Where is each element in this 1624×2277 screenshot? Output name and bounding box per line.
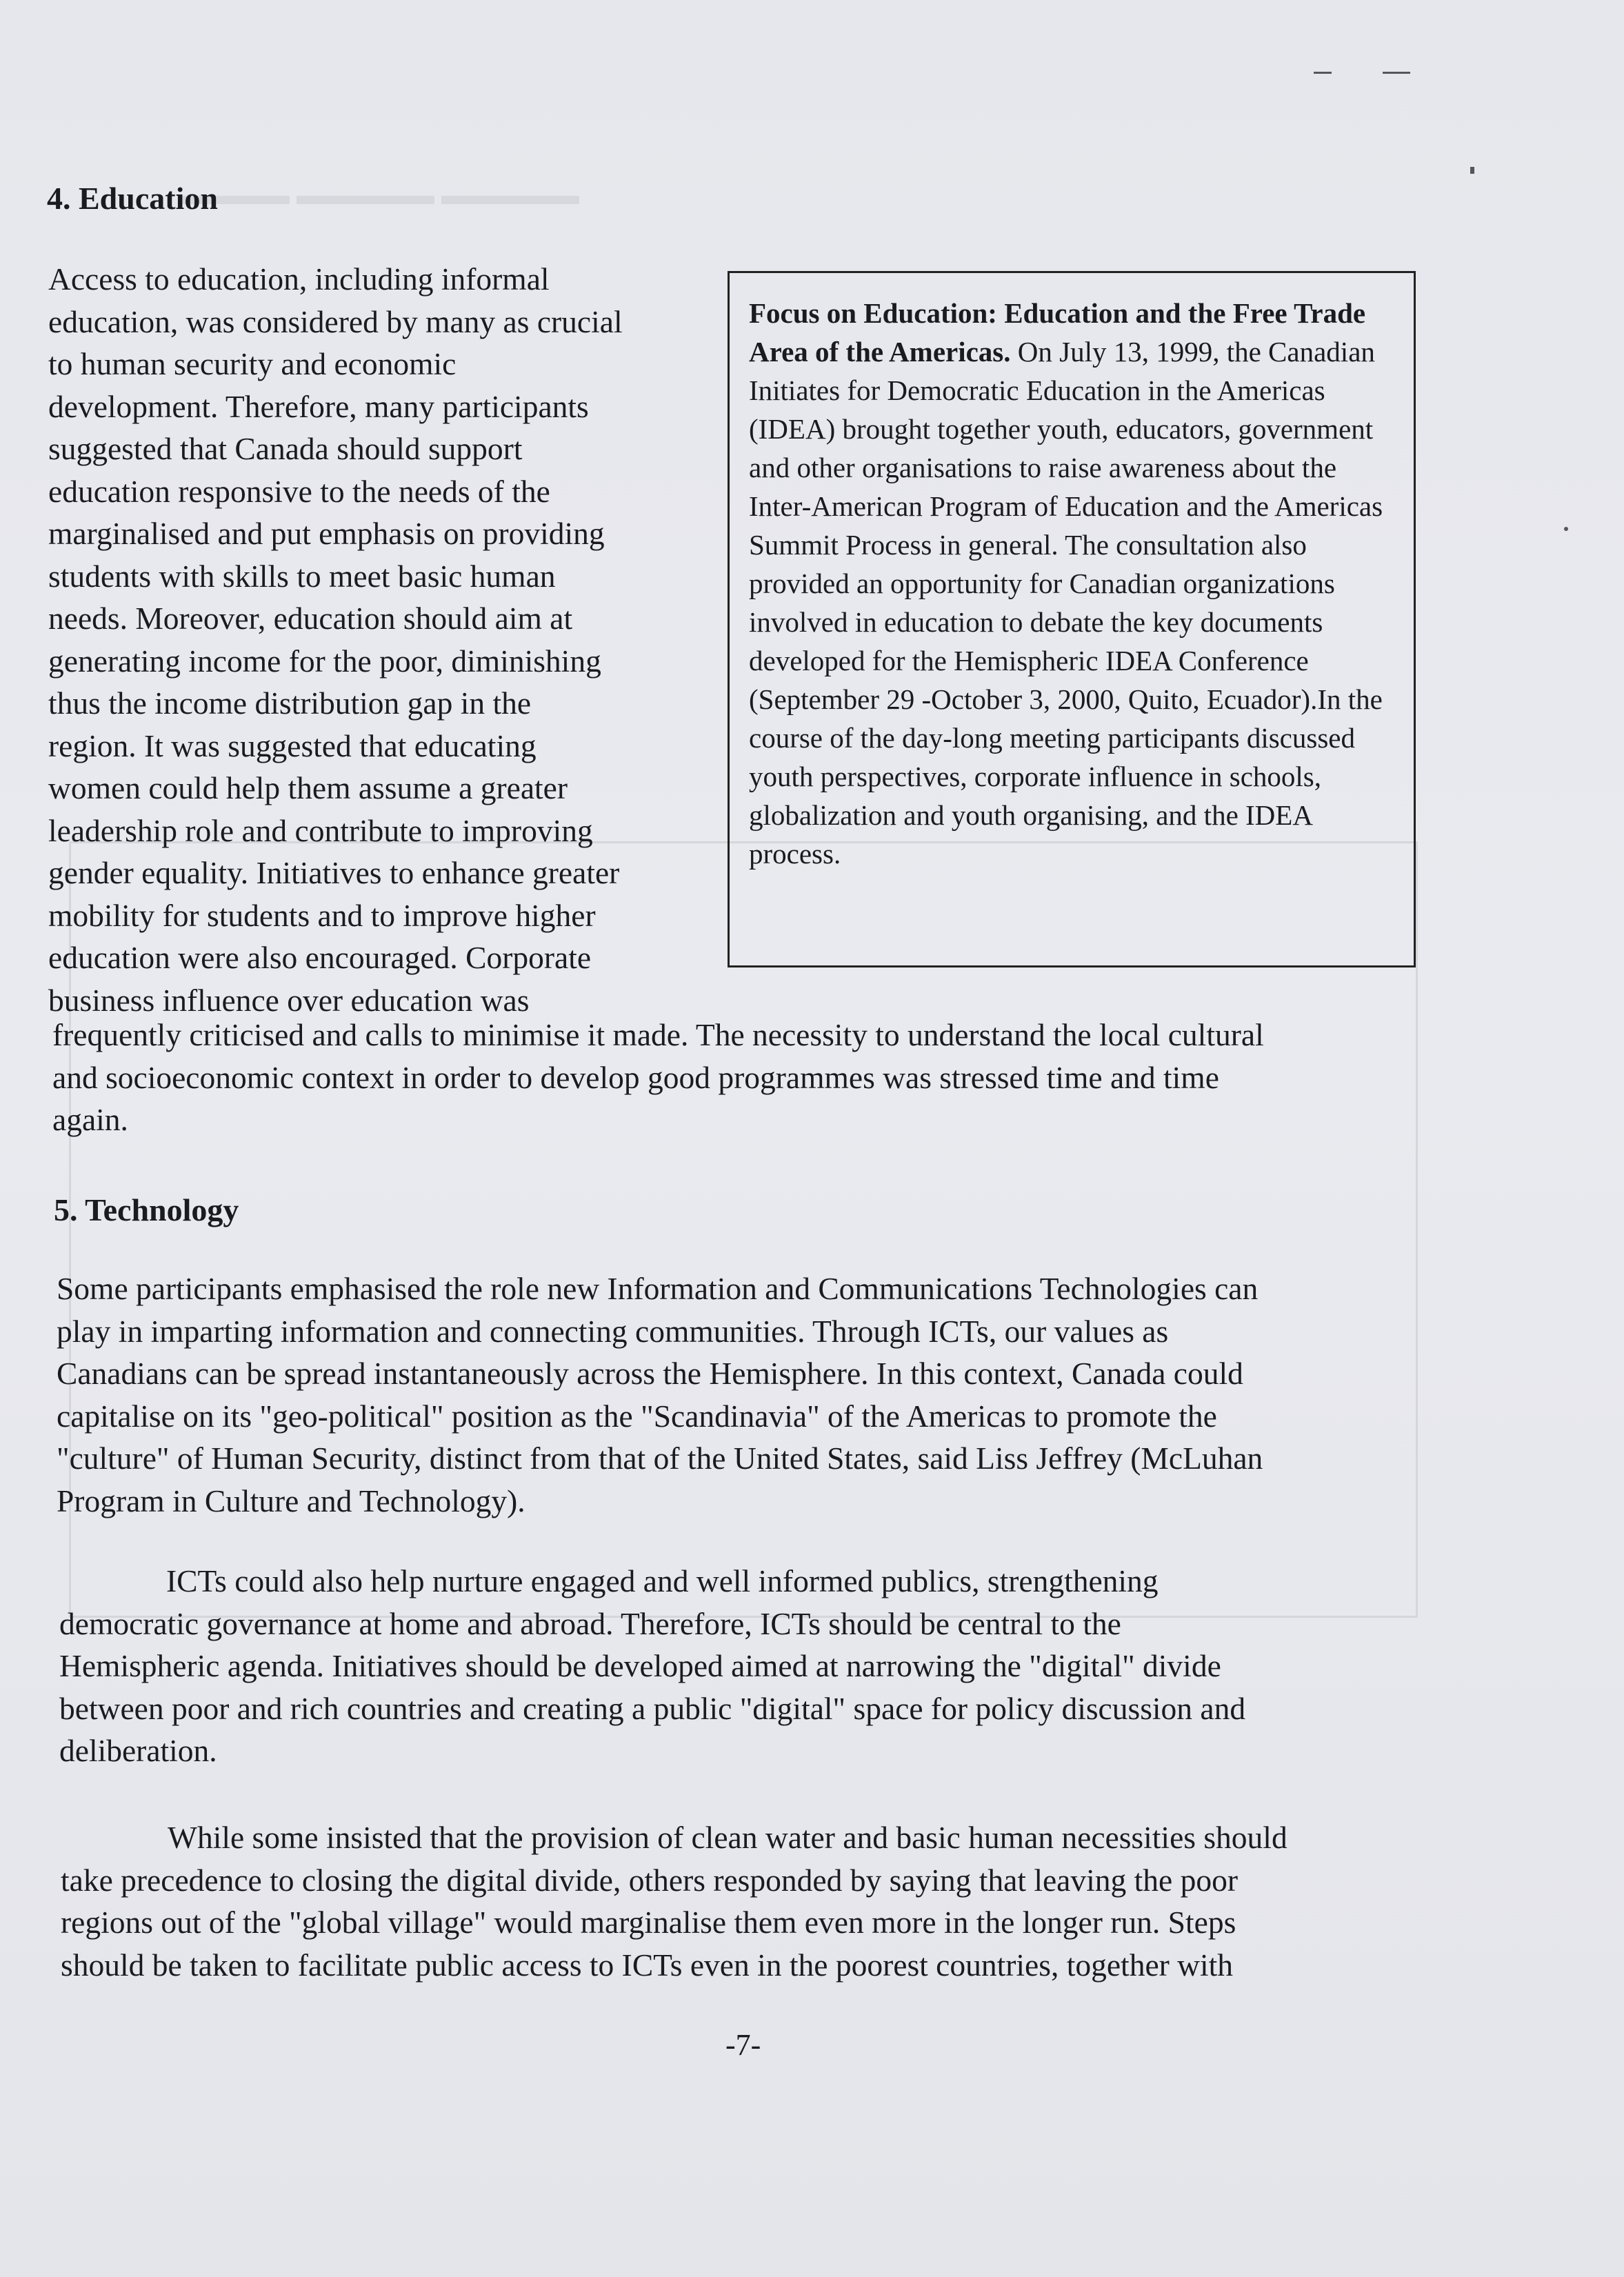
- technology-paragraph: While some insisted that the provision of clean water and basic human necessities should take precedence to closing the digital divide, others responded by saying that leaving the poor regions out of the "global village" would marginalise them even more in the longer run. Steps should be taken to facilitate public access to ICTs even in the poorest countries, together with: [61, 1820, 1287, 1983]
- education-sidebar-box: [728, 271, 1416, 967]
- scan-mark: [1564, 527, 1568, 531]
- education-paragraph-continued: frequently criticised and calls to minimise it made. The necessity to understand the local cultural and socioeconomic context in order to develop good programmes was stressed time and time again.: [52, 1017, 1264, 1137]
- technology-paragraph: ICTs could also help nurture engaged and well informed publics, strengthening democratic governance at home and abroad. Therefore, ICTs should be central to the Hemispheric agenda. Initiatives should be developed aimed at narrowing the "digital" divide between poor and rich countries and creating a public "digital" space for policy discussion and deliberation.: [59, 1563, 1246, 1768]
- education-heading: 4. Education: [47, 181, 218, 216]
- scan-mark: [1470, 167, 1474, 174]
- scan-mark: [1314, 72, 1332, 74]
- show-through-text: ▬▬▬▬ ▬▬▬▬▬ ▬▬▬▬▬: [179, 179, 579, 210]
- scan-mark: [1383, 72, 1410, 74]
- page-number: -7-: [725, 2028, 761, 2062]
- sidebar-body: On July 13, 1999, the Canadian Initiates for Democratic Education in the Americas (IDEA) brought together youth, educators, government and other organisations to raise awareness about the Inter-American Program of Education and the Americas Summit Process in general. The consultation also provided an opportunity for Canadian organizations involved in education to debate the key documents developed for the Hemispheric IDEA Conference (September 29 -October 3, 2000, Quito, Ecuador).In the course of the day-long meeting participants discussed youth perspectives, corporate influence in schools, globalization and youth organising, and the IDEA process.: [749, 336, 1383, 870]
- technology-heading: 5. Technology: [54, 1192, 239, 1227]
- education-paragraph: Access to education, including informal education, was considered by many as crucial to human security and economic development. Therefore, many participants suggested that Canada should support education responsive to the needs of the marginalised and put emphasis on providing students with skills to meet basic human needs. Moreover, education should aim at generating income for the poor, diminishing thus the income distribution gap in the region. It was suggested that educating women could help them assume a greater leadership role and contribute to improving gender equality. Initiatives to enhance greater mobility for students and to improve higher education were also encouraged. Corporate business influence over education was: [48, 261, 623, 1018]
- sidebar-lead: Focus on Education: Education and the Free Trade Area of the Americas.: [749, 297, 1366, 368]
- technology-paragraph: Some participants emphasised the role new Information and Communications Technologies can play in imparting information and connecting communities. Through ICTs, our values as Canadians can be spread instantaneously across the Hemisphere. In this context, Canada could capitalise on its "geo-political" position as the "Scandinavia" of the Americas to promote the "culture" of Human Security, distinct from that of the United States, said Liss Jeffrey (McLuhan Program in Culture and Technology).: [57, 1271, 1263, 1518]
